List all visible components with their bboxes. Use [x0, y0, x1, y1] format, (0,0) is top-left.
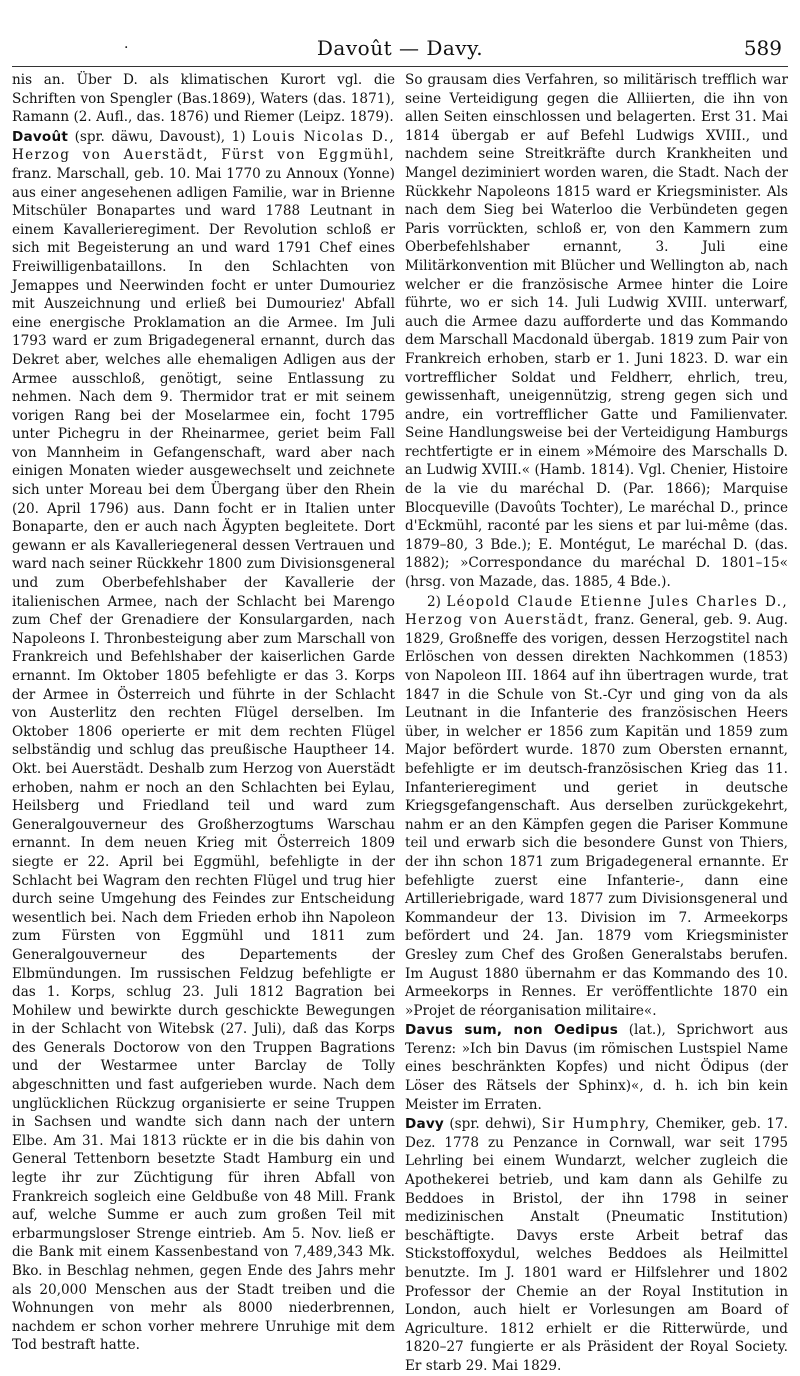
pronunciation: (spr. dehwi),: [449, 1116, 537, 1133]
text-columns: [12, 71, 788, 1376]
person-name: Léopold Claude Etienne Jules Charles D., Herzog von Auerstädt,: [405, 593, 788, 629]
entry-continuation: nis an. Über D. als klimatischen Kurort vgl. die Schriften von Spengler (Bas.1869), Waters (das. 1871), Ramann (2. Aufl., das. 1876) und Riemer (Leipz. 1879).: [12, 72, 395, 126]
right-column: [405, 71, 788, 1376]
running-head: Davoût — Davy.: [316, 36, 484, 60]
headword-davout: Davoût: [12, 128, 69, 145]
page-number: 589: [743, 36, 782, 60]
header-mark: ·: [124, 40, 129, 56]
entry-body: (lat.), Sprichwort aus Terenz: »Ich bin Davus (im römischen Lustspiel Name eines beschränkten Kopfes) und nicht Ödipus (der Löser des Rätsels der Sphinx)«, d. h. ich bin kein Meister im Erraten.: [405, 1022, 788, 1113]
person-name: Louis Nicolas D., Herzog von Auerstädt, Fürst von Eggmühl,: [12, 128, 396, 164]
pronunciation: (spr. däwu, Davoust),: [74, 128, 226, 145]
headword-davy: Davy: [405, 1116, 444, 1133]
headword-davus: Davus sum, non Oedipus: [405, 1022, 619, 1039]
entry-body: franz. General, geb. 9. Aug. 1829, Großneffe des vorigen, dessen Herzogstitel nach Erlöschen von dessen direkten Nachkommen (1853) von Napoleon III. 1864 auf ihn übertragen wurde, trat 1847 in die Schule von St.-Cyr und ging von da als Leutnant in die Infanterie des französischen Heers über, in welcher er 1856 zum Kapitän und 1859 zum Major befördert wurde. 1870 zum Obersten ernannt, befehligte er im deutsch-französischen Krieg das 11. Infanterieregiment und geriet in deutsche Kriegsgefangenschaft. Aus derselben zurückgekehrt, nahm er an den Kämpfen gegen die Pariser Kommune teil und erwarb sich die besondere Gunst von Thiers, der ihn schon 1871 zum Brigadegeneral ernannte. Er befehligte zuerst eine Infanterie-, dann eine Artilleriebrigade, ward 1877 zum Divisionsgeneral und Kommandeur der 13. Division im 7. Armeekorps befördert und 24. Jan. 1879 vom Kriegsminister Gresley zum Chef des Großen Generalstabs berufen. Im August 1880 übernahm er das Kommando des 10. Armeekorps in Rennes. Er veröffentlichte 1870 ein »Projet de réorganisation militaire«.: [405, 612, 788, 1019]
entry-body: Chemiker, geb. 17. Dez. 1778 zu Penzance in Cornwall, war seit 1795 Lehrling bei einem Wundarzt, welcher zugleich die Apothekerei betrieb, und kam dann als Gehilfe zu Beddoes in Bristol, der ihn 1798 in seiner medizinischen Anstalt (Pneumatic Institution) beschäftigte. Davys erste Arbeit betraf das Stickstoffoxydul, welches Beddoes als Heilmittel benutzte. Im J. 1801 ward er Hilfslehrer und 1802 Professor der Chemie an der Royal Institution in London, auch hielt er Vorlesungen am Board of Agriculture. 1812 erhielt er die Ritterwürde, und 1820–27 fungierte er als Präsident der Royal Society. Er starb 29. Mai 1829.: [405, 1116, 788, 1374]
entry-davout-2: [405, 593, 788, 1021]
entry-number: 2): [427, 593, 441, 610]
page-header: [12, 30, 788, 67]
entry-davus: [405, 1021, 788, 1114]
entry-number: 1): [231, 128, 246, 145]
left-column: [12, 71, 395, 1376]
entry-continuation: So grausam dies Verfahren, so militärisch trefflich war seine Verteidigung gegen die Alliierten, die ihn von allen Seiten einschlossen und belagerten. Erst 31. Mai 1814 übergab er auf Befehl Ludwigs XVIII., und nachdem seine Streitkräfte durch Krankheiten und Mangel deziminiert worden waren, die Stadt. Nach der Rückkehr Napoleons 1815 ward er Kriegsminister. Als nach dem Sieg bei Waterloo die Verbündeten gegen Paris vorrückten, schloß er, von den Kammern zum Oberbefehlshaber ernannt, 3. Juli eine Militärkonvention mit Blücher und Wellington ab, nach welcher er die französische Armee hinter die Loire führte, wo er sich 14. Juli Ludwig XVIII. unterwarf, auch die Armee dazu aufforderte und das Kommando dem Marschall Macdonald übergab. 1819 zum Pair von Frankreich erhoben, starb er 1. Juni 1823. D. war ein vortrefflicher Soldat und Feldherr, ehrlich, treu, gewissenhaft, uneigennützig, streng gegen sich und andre, ein vortrefflicher Gatte und Familienvater. Seine Handlungsweise bei der Verteidigung Hamburgs rechtfertigte er in einem »Mémoire des Marschalls D. an Ludwig XVIII.« (Hamb. 1814). Vgl. Chenier, Histoire de la vie du maréchal D. (Par. 1866); Marquise Blocqueville (Davoûts Tochter), Le maréchal D., prince d'Eckmühl, raconté par les siens et par lui-même (das. 1879–80, 3 Bde.); E. Montégut, Le maréchal D. (das. 1882); »Correspondance du maréchal D. 1801–15« (hrsg. von Mazade, das. 1885, 4 Bde.).: [405, 72, 788, 591]
person-name: Sir Humphry,: [541, 1116, 651, 1133]
entry-davy: [405, 1115, 788, 1375]
entry-body: franz. Marschall, geb. 10. Mai 1770 zu Annoux (Yonne) aus einer angesehenen adligen Familie, war in Brienne Mitschüler Bonapartes und ward 1788 Leutnant in einem Kavallerieregiment. Der Revolution schloß er sich mit Begeisterung an und ward 1791 Chef eines Freiwilligenbataillons. In den Schlachten von Jemappes und Neerwinden focht er unter Dumouriez mit Auszeichnung und erließ bei Dumouriez' Abfall eine energische Proklamation an die Armee. Im Juli 1793 ward er zum Brigadegeneral ernannt, durch das Dekret aber, welches alle ehemaligen Adligen aus der Armee ausschloß, genötigt, seine Entlassung zu nehmen. Nach dem 9. Thermidor trat er mit seinem vorigen Rang bei der Moselarmee ein, focht 1795 unter Pichegru in der Rheinarmee, geriet beim Fall von Mannheim in Gefangenschaft, ward aber nach einigen Monaten wieder ausgewechselt und zeichnete sich unter Moreau bei dem Übergang über den Rhein (20. April 1796) aus. Dann focht er in Italien unter Bonaparte, den er auch nach Ägypten begleitete. Dort gewann er als Kavalleriegeneral dessen Vertrauen und ward nach seiner Rückkehr 1800 zum Divisionsgeneral und zum Oberbefehlshaber der Kavallerie der italienischen Armee, nach der Schlacht bei Marengo zum Chef der Grenadiere der Konsulargarden, nach Napoleons I. Thronbesteigung aber zum Marschall von Frankreich und Befehlshaber der kaiserlichen Garde ernannt. Im Oktober 1805 befehligte er das 3. Korps der Armee in Österreich und führte in der Schlacht von Austerlitz den rechten Flügel derselben. Im Oktober 1806 operierte er mit dem rechten Flügel selbständig und schlug das preußische Hauptheer 14. Okt. bei Auerstädt. Deshalb zum Herzog von Auerstädt erhoben, nahm er noch an den Schlachten bei Eylau, Heilsberg und Friedland teil und ward zum Generalgouverneur des Großherzogtums Warschau ernannt. In dem neuen Krieg mit Österreich 1809 siegte er 22. April bei Eggmühl, befehligte in der Schlacht bei Wagram den rechten Flügel und trug hier durch seine Umgehung des Feindes zur Entscheidung wesentlich bei. Nach dem Frieden erhob ihn Napoleon zum Fürsten von Eggmühl und 1811 zum Generalgouverneur des Departements der Elbmündungen. Im russischen Feldzug befehligte er das 1. Korps, schlug 23. Juli 1812 Bagration bei Mohilew und bewirkte durch geschickte Bewegungen in der Schlacht von Witebsk (27. Juli), daß das Korps des Generals Doctorow von den Truppen Bagrations und der Westarmee unter Barclay de Tolly abgeschnitten und fast aufgerieben wurde. Nach dem unglücklichen Rückzug organisierte er seine Truppen in Sachsen und wandte sich dann nach der untern Elbe. Am 31. Mai 1813 rückte er in die bis dahin von General Tettenborn besetzte Stadt Hamburg ein und legte ihr zur Züchtigung für ihren Abfall von Frankreich sogleich eine Geldbuße von 48 Mill. Frank auf, welche Summe er auch zum großen Teil mit erbarmungsloser Strenge eintrieb. Am 5. Nov. ließ er die Bank mit einem Kassenbestand von 7,489,343 Mk. Bko. in Beschlag nehmen, gegen Ende des Jahrs mehr als 20,000 Menschen aus der Stadt treiben und die Wohnungen von mehr als 8000 niederbrennen, nachdem er schon vorher mehrere Unruhige mit dem Tod bestraft hatte.: [12, 165, 395, 1354]
entry-davout: [12, 128, 395, 1355]
